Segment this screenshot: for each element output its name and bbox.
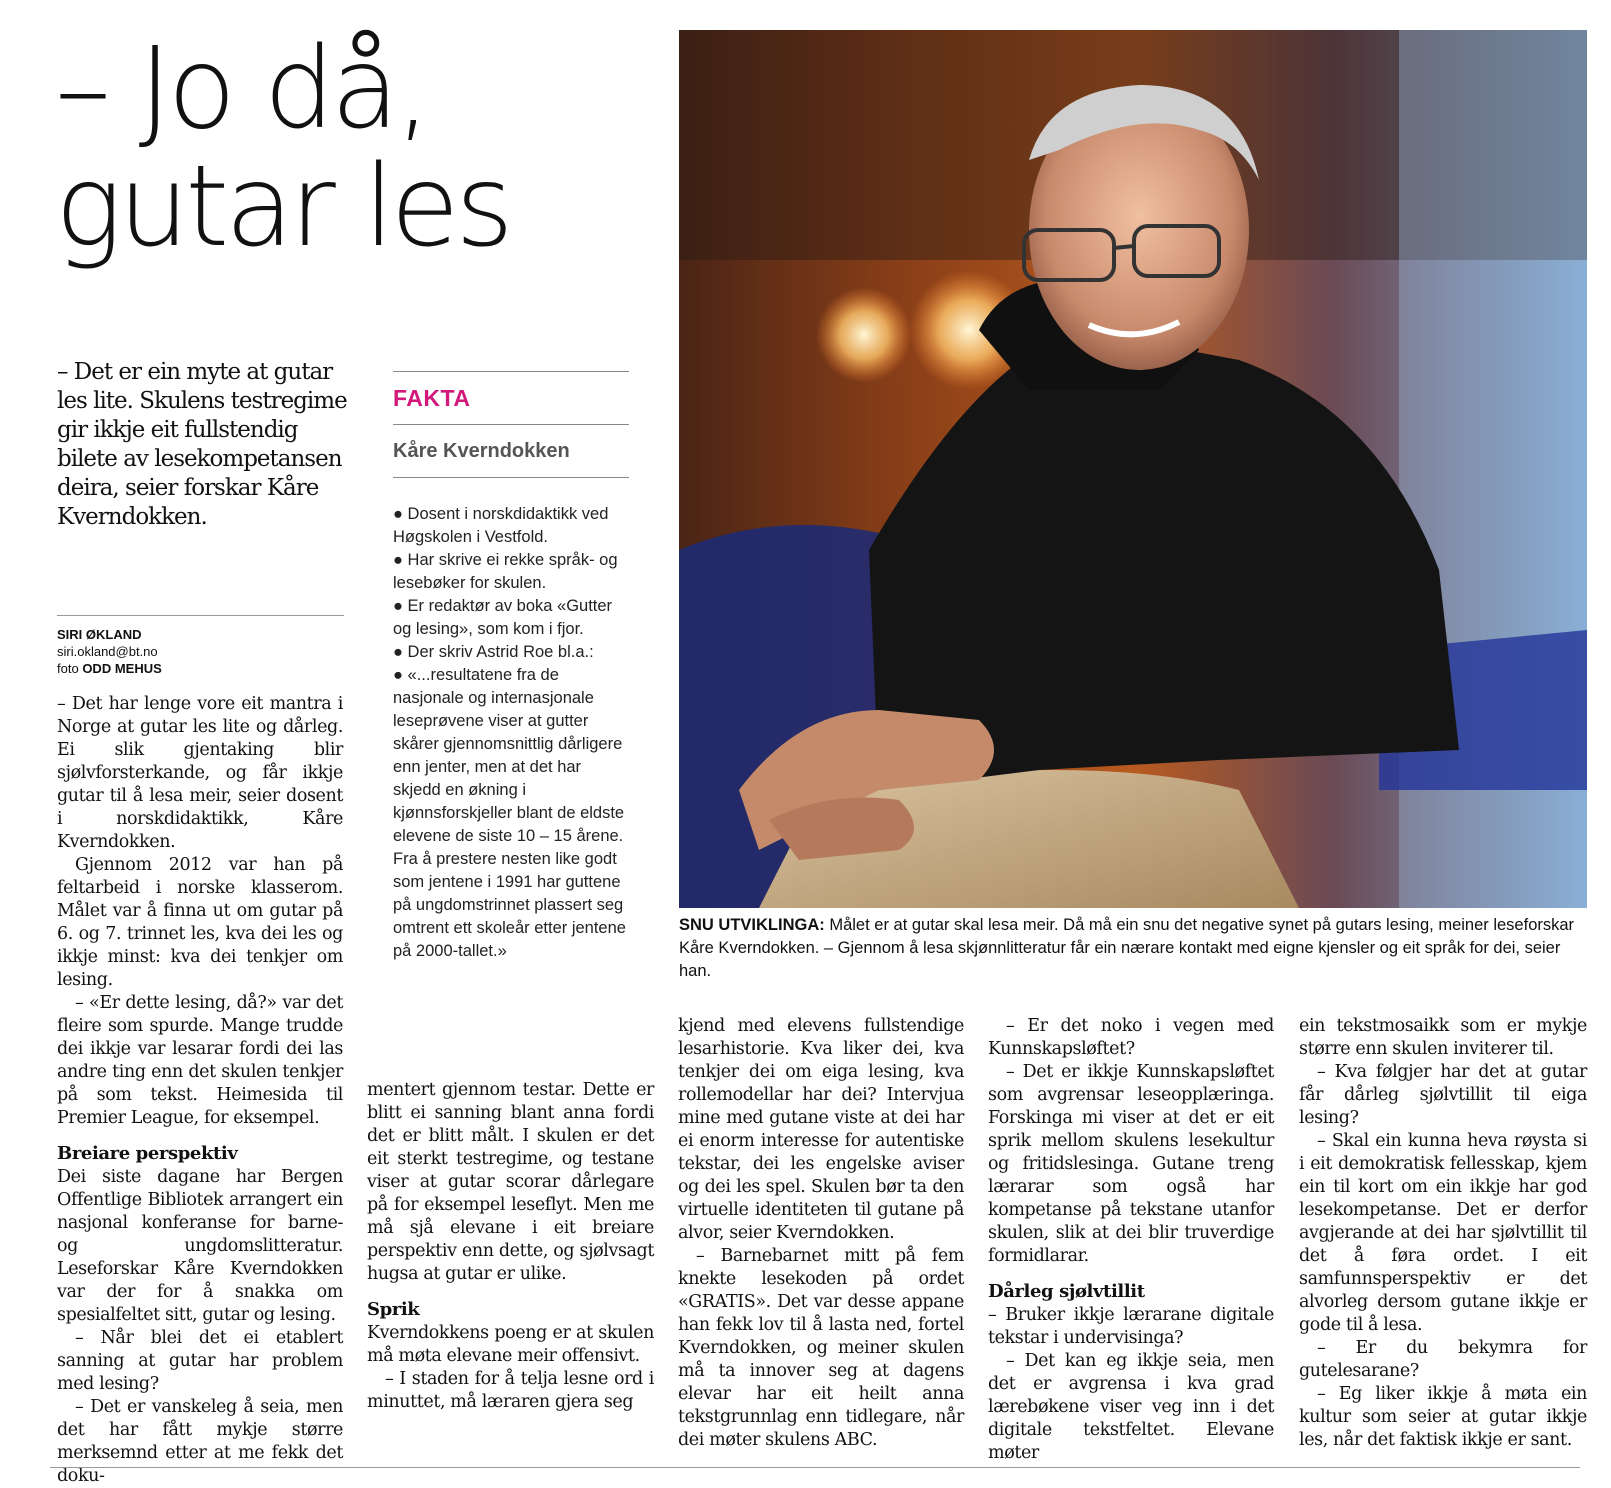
caption-text: Målet er at gutar skal lesa meir. Då må ein snu det negative synet på gutars lesing, meiner leseforskar Kåre Kverndokken. – Gjennom å lesa skjønnlitteratur får ein nærare kontakt med eigne kjensler og eit språk for dei, seier han. xyxy=(679,916,1575,980)
paragraph: – Skal ein kunna heva røysta si i eit demokratisk fellesskap, kjem ein til kort om ein ikkje har god lesekompetanse. Det er derfor avgjerande at dei har sjølvtillit til det å føra ordet. I eit samfunnsperspektiv er det alvorleg dersom gutane ikkje er gode til å lesa. xyxy=(1299,1131,1587,1335)
paragraph: – Det har lenge vore eit mantra i Norge at gutar les lite og dårleg. Ei slik gjentaking blir sjølvforsterkande, og får ikkje gutar til å lesa meir, seier dosent i norskdidaktikk, Kåre Kverndokken. xyxy=(57,694,343,852)
body-column-1 xyxy=(57,693,343,1488)
fact-item: ● Der skriv Astrid Roe bl.a.: xyxy=(393,643,594,661)
photo-credit xyxy=(57,660,344,677)
paragraph: ein tekstmosaikk som er mykje større enn skulen inviterer til. xyxy=(1299,1016,1587,1059)
paragraph: – Kva følgjer har det at gutar får dårleg sjølvtillit til eiga lesing? xyxy=(1299,1062,1587,1128)
paragraph: – Det er vanskeleg å seia, men det har fått mykje større merksemnd etter at me fekk det doku- xyxy=(57,1397,343,1486)
paragraph: – Er det noko i vegen med Kunnskapsløftet? xyxy=(988,1016,1274,1059)
fact-item: ● Dosent i norskdidaktikk ved Høgskolen i Vestfold. xyxy=(393,505,609,546)
paragraph: – Er du bekymra for gutelesarane? xyxy=(1299,1338,1587,1381)
byline xyxy=(57,615,344,677)
bottom-rule xyxy=(50,1467,1580,1468)
fact-item: ● Er redaktør av boka «Gutter og lesing», som kom i fjor. xyxy=(393,597,613,638)
paragraph: Kverndokkens poeng er at skulen må møta elevane meir offensivt. xyxy=(367,1323,654,1366)
paragraph: kjend med elevens fullstendige lesarhistorie. Kva liker dei, kva tenkjer dei om eiga lesing, kva rollemodellar har dei? Intervjua mine med gutane viste at dei har ei enorm interesse for autentiske tekstar, dei les engelske aviser og dei les spel. Skulen bør ta den virtuelle identiteten til gutane på alvor, seier Kverndokken. xyxy=(678,1016,964,1243)
body-column-5 xyxy=(1299,1015,1587,1452)
portrait-photo xyxy=(679,30,1587,908)
headline xyxy=(55,24,655,272)
fact-box-list xyxy=(393,478,629,963)
paragraph: Gjennom 2012 var han på feltarbeid i norske klasserom. Målet var å finna ut om gutar på 6. og 7. trinnet les, kva dei les og ikkje minst: kva dei tenkjer om lesing. xyxy=(57,855,343,990)
paragraph: – Eg liker ikkje å møta ein kultur som seier at gutar ikkje les, når det faktisk ikkje er sant. xyxy=(1299,1384,1587,1450)
fact-box-subtitle: Kåre Kverndokken xyxy=(393,440,570,462)
subheading-sprik: Sprik xyxy=(367,1299,420,1320)
paragraph: – Barnebarnet mitt på fem knekte lesekoden på ordet «GRATIS». Det var desse appane han fekk lov til å lasta ned, fortel Kverndokken, og meiner skulen må ta innover seg at dagens elevar har eit heilt anna tekstgrunnlag enn tidlegare, når dei møter skulens ABC. xyxy=(678,1246,964,1450)
photo-credit-prefix: foto xyxy=(57,661,79,676)
author-name: SIRI ØKLAND xyxy=(57,627,142,642)
paragraph: – «Er dette lesing, då?» var det fleire som spurde. Mange trudde dei ikkje var lesarar fordi dei las andre ting enn det skulen tenkjer på som tekst. Heimesida til Premier League, for eksempel. xyxy=(57,993,343,1128)
subheading-darleg-sjolvtillit: Dårleg sjølvtillit xyxy=(988,1281,1145,1302)
paragraph: – Bruker ikkje lærarane digitale tekstar i undervisinga? xyxy=(988,1305,1274,1348)
subheading-breiare-perspektiv: Breiare perspektiv xyxy=(57,1143,238,1164)
caption-lead: SNU UTVIKLINGA: xyxy=(679,916,825,934)
paragraph: – Det kan eg ikkje seia, men det er avgrensa i kva grad lærebøkene viser veg inn i det digitale tekstfeltet. Elevane møter xyxy=(988,1351,1274,1463)
fact-box-title: FAKTA xyxy=(393,385,471,411)
paragraph: – Når blei det ei etablert sanning at gutar har problem med lesing? xyxy=(57,1328,343,1394)
photographer-name: ODD MEHUS xyxy=(82,661,162,676)
author-email[interactable]: siri.okland@bt.no xyxy=(57,644,158,659)
body-column-2 xyxy=(367,1079,654,1414)
body-column-3 xyxy=(678,1015,964,1452)
paragraph: Dei siste dagane har Bergen Offentlige Bibliotek arrangert ein nasjonal konferanse for barne- og ungdomslitteratur. Leseforskar Kåre Kverndokken var der for å snakka om spesialfeltet sitt, gutar og lesing. xyxy=(57,1167,343,1325)
paragraph: mentert gjennom testar. Dette er blitt ei sanning blant anna fordi det er blitt målt. I skulen er det eit sterkt testregime, og testane viser at gutar scorar dårlegare på for eksempel leseflyt. Men me må sjå elevane i eit breiare perspektiv enn dette, og sjølvsagt hugsa at gutar er ulike. xyxy=(367,1080,654,1284)
photo-caption xyxy=(679,914,1587,983)
paragraph: – I staden for å telja lesne ord i minuttet, må læraren gjera seg xyxy=(367,1369,654,1412)
fact-box xyxy=(393,371,629,963)
fact-item: ● «...resultatene fra de nasjonale og internasjonale leseprøvene viser at gutter skårer gjennomsnittlig dårligere enn jenter, men at det har skjedd en økning i kjønnsforskjeller blant de eldste elevene de siste 10 – 15 årene. Fra å prestere nesten like godt som jentene i 1991 har guttene på ungdomstrinnet plassert seg omtrent ett skoleår etter jentene på 2000-tallet.» xyxy=(393,666,626,960)
headline-line-1: – Jo då, xyxy=(55,24,428,154)
body-column-4 xyxy=(988,1015,1274,1465)
paragraph: – Det er ikkje Kunnskapsløftet som avgrensar leseopplæringa. Forskinga mi viser at det er eit sprik mellom skulens lesekultur og fritidslesinga. Gutane treng lærarar som også har kompetanse på tekstane utanfor skulen, slik at dei blir truverdige formidlarar. xyxy=(988,1062,1274,1266)
headline-line-2: gutar les xyxy=(55,142,510,272)
fact-item: ● Har skrive ei rekke språk- og lesebøker for skulen. xyxy=(393,551,618,592)
ingress: – Det er ein myte at gutar les lite. Skulens testregime gir ikkje eit fullstendig bilete av lesekompetansen deira, seier forskar Kåre Kverndokken. xyxy=(57,359,347,530)
